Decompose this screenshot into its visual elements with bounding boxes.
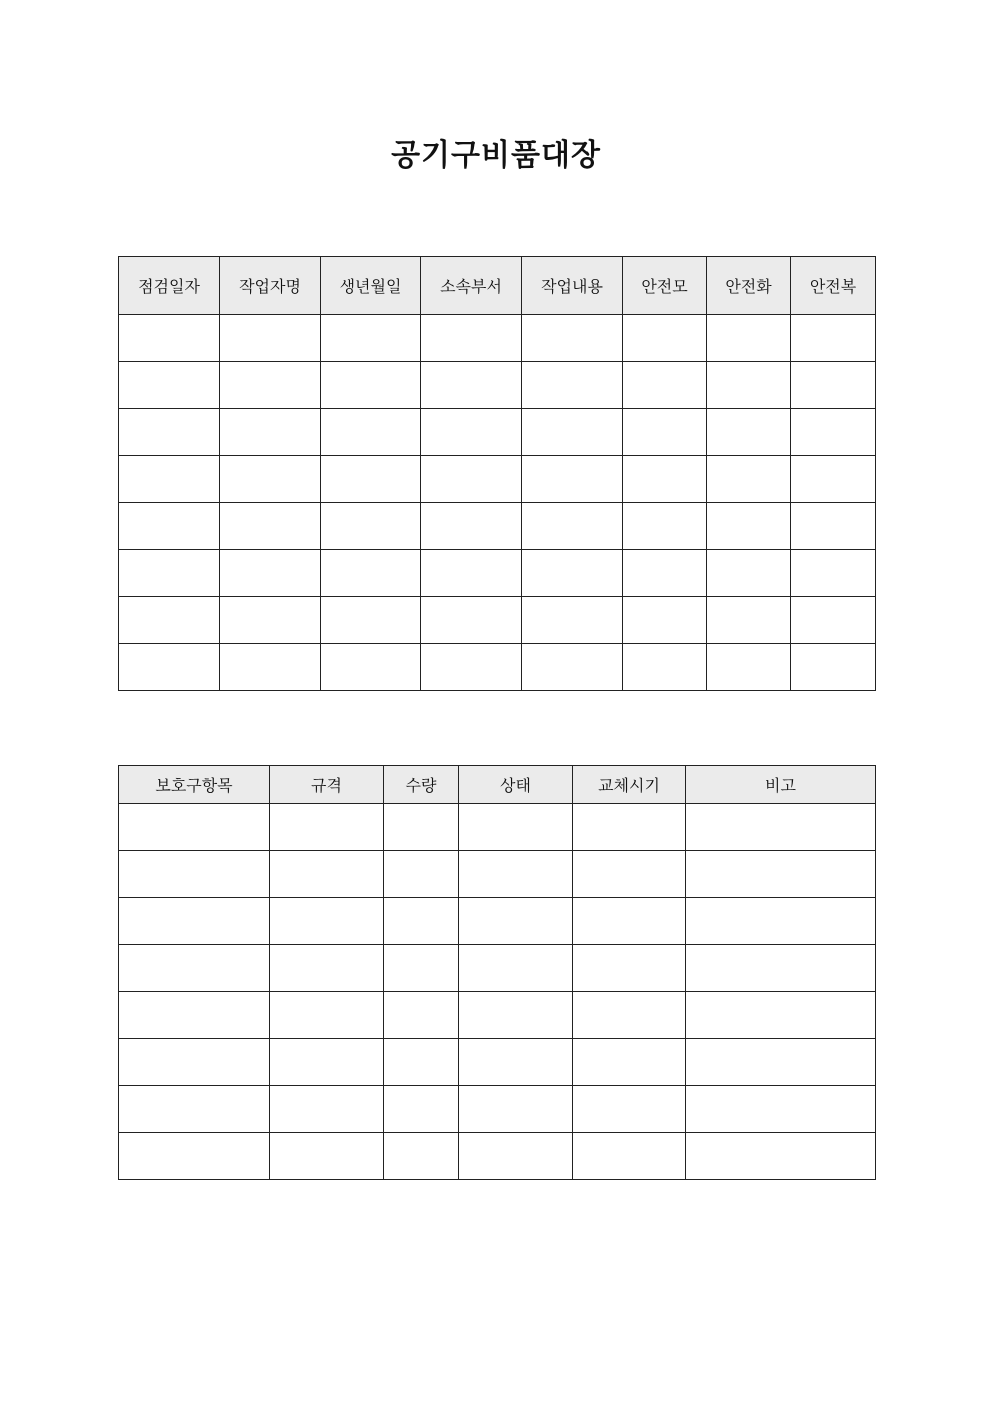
table-cell[interactable] <box>522 550 623 597</box>
table-cell[interactable] <box>384 992 459 1039</box>
header-birth-date: 생년월일 <box>321 257 421 315</box>
table-cell[interactable] <box>421 503 522 550</box>
table-cell[interactable] <box>220 362 321 409</box>
table-cell[interactable] <box>384 898 459 945</box>
table-cell[interactable] <box>459 898 573 945</box>
table-cell[interactable] <box>573 1086 686 1133</box>
table-cell[interactable] <box>791 456 876 503</box>
table-cell[interactable] <box>321 503 421 550</box>
table-row <box>119 409 876 456</box>
table-cell[interactable] <box>270 804 384 851</box>
table-header-row <box>119 257 876 315</box>
table-cell[interactable] <box>119 1039 270 1086</box>
table-cell[interactable] <box>686 1039 876 1086</box>
table-cell[interactable] <box>119 315 220 362</box>
table-cell[interactable] <box>522 409 623 456</box>
protective-equipment-table-body <box>119 804 876 1180</box>
table-cell[interactable] <box>791 550 876 597</box>
table-cell[interactable] <box>119 851 270 898</box>
table-cell[interactable] <box>220 644 321 691</box>
table-cell[interactable] <box>321 315 421 362</box>
table-cell[interactable] <box>623 550 707 597</box>
table-cell[interactable] <box>522 315 623 362</box>
table-row <box>119 898 876 945</box>
table-cell[interactable] <box>623 597 707 644</box>
table-cell[interactable] <box>522 644 623 691</box>
table-cell[interactable] <box>522 456 623 503</box>
table-cell[interactable] <box>119 409 220 456</box>
table-cell[interactable] <box>623 315 707 362</box>
table-cell[interactable] <box>686 992 876 1039</box>
table-row <box>119 597 876 644</box>
table-row <box>119 804 876 851</box>
table-cell[interactable] <box>623 503 707 550</box>
table-cell[interactable] <box>119 945 270 992</box>
table-cell[interactable] <box>119 1086 270 1133</box>
table-cell[interactable] <box>791 644 876 691</box>
table-cell[interactable] <box>321 456 421 503</box>
table-cell[interactable] <box>707 644 791 691</box>
table-cell[interactable] <box>573 898 686 945</box>
table-cell[interactable] <box>573 804 686 851</box>
table-cell[interactable] <box>119 456 220 503</box>
table-cell[interactable] <box>573 1039 686 1086</box>
table-cell[interactable] <box>119 1133 270 1180</box>
header-specification: 규격 <box>270 766 384 804</box>
inspection-table-body <box>119 315 876 691</box>
table-cell[interactable] <box>707 315 791 362</box>
table-cell[interactable] <box>270 992 384 1039</box>
table-cell[interactable] <box>119 362 220 409</box>
protective-equipment-table <box>118 765 876 1180</box>
table-cell[interactable] <box>321 409 421 456</box>
table-cell[interactable] <box>573 1133 686 1180</box>
table-cell[interactable] <box>459 992 573 1039</box>
table-cell[interactable] <box>623 409 707 456</box>
table-cell[interactable] <box>119 992 270 1039</box>
table-cell[interactable] <box>384 945 459 992</box>
table-row <box>119 456 876 503</box>
table-cell[interactable] <box>321 597 421 644</box>
table-cell[interactable] <box>220 503 321 550</box>
table-cell[interactable] <box>421 644 522 691</box>
table-cell[interactable] <box>459 1086 573 1133</box>
header-condition: 상태 <box>459 766 573 804</box>
table-cell[interactable] <box>459 1133 573 1180</box>
header-work-content: 작업내용 <box>522 257 623 315</box>
table-cell[interactable] <box>707 550 791 597</box>
table-cell[interactable] <box>686 1133 876 1180</box>
table-cell[interactable] <box>270 1086 384 1133</box>
table-cell[interactable] <box>791 362 876 409</box>
table-cell[interactable] <box>270 851 384 898</box>
table-cell[interactable] <box>119 597 220 644</box>
table-row <box>119 315 876 362</box>
document-title: 공기구비품대장 <box>391 138 601 173</box>
table-cell[interactable] <box>522 597 623 644</box>
header-equipment-item: 보호구항목 <box>119 766 270 804</box>
table-cell[interactable] <box>220 409 321 456</box>
table-cell[interactable] <box>384 804 459 851</box>
table-cell[interactable] <box>421 315 522 362</box>
table-row <box>119 644 876 691</box>
table-cell[interactable] <box>220 550 321 597</box>
table-cell[interactable] <box>623 362 707 409</box>
table-cell[interactable] <box>321 550 421 597</box>
table-cell[interactable] <box>270 1133 384 1180</box>
table-cell[interactable] <box>119 550 220 597</box>
table-cell[interactable] <box>686 898 876 945</box>
table-row <box>119 362 876 409</box>
table-cell[interactable] <box>791 315 876 362</box>
table-cell[interactable] <box>270 945 384 992</box>
table-row <box>119 992 876 1039</box>
table-cell[interactable] <box>686 851 876 898</box>
table-cell[interactable] <box>421 597 522 644</box>
table-cell[interactable] <box>119 804 270 851</box>
table-row <box>119 1039 876 1086</box>
header-replacement-time: 교체시기 <box>573 766 686 804</box>
table-row <box>119 550 876 597</box>
table-cell[interactable] <box>707 409 791 456</box>
header-safety-helmet: 안전모 <box>623 257 707 315</box>
table-cell[interactable] <box>220 315 321 362</box>
table-cell[interactable] <box>421 409 522 456</box>
table-row <box>119 503 876 550</box>
table-row <box>119 851 876 898</box>
table-cell[interactable] <box>791 597 876 644</box>
table-cell[interactable] <box>421 456 522 503</box>
table-cell[interactable] <box>119 503 220 550</box>
table-cell[interactable] <box>220 456 321 503</box>
table-cell[interactable] <box>321 362 421 409</box>
table-cell[interactable] <box>522 362 623 409</box>
table-cell[interactable] <box>384 851 459 898</box>
table-cell[interactable] <box>119 898 270 945</box>
table-row <box>119 1133 876 1180</box>
table-cell[interactable] <box>573 992 686 1039</box>
table-cell[interactable] <box>384 1086 459 1133</box>
table-cell[interactable] <box>623 456 707 503</box>
table-cell[interactable] <box>707 362 791 409</box>
header-inspection-date: 점검일자 <box>119 257 220 315</box>
table-cell[interactable] <box>791 409 876 456</box>
table-cell[interactable] <box>707 597 791 644</box>
table-row <box>119 945 876 992</box>
table-cell[interactable] <box>686 804 876 851</box>
header-department: 소속부서 <box>421 257 522 315</box>
table-cell[interactable] <box>421 362 522 409</box>
table-cell[interactable] <box>384 1133 459 1180</box>
table-cell[interactable] <box>421 550 522 597</box>
inspection-table <box>118 256 876 691</box>
table-cell[interactable] <box>270 898 384 945</box>
header-safety-clothes: 안전복 <box>791 257 876 315</box>
table-cell[interactable] <box>119 644 220 691</box>
table-cell[interactable] <box>459 945 573 992</box>
header-worker-name: 작업자명 <box>220 257 321 315</box>
table-cell[interactable] <box>522 503 623 550</box>
table-cell[interactable] <box>270 1039 384 1086</box>
table-cell[interactable] <box>707 456 791 503</box>
header-safety-shoes: 안전화 <box>707 257 791 315</box>
table-cell[interactable] <box>686 945 876 992</box>
header-quantity: 수량 <box>384 766 459 804</box>
table-row <box>119 1086 876 1133</box>
table-cell[interactable] <box>459 851 573 898</box>
table-cell[interactable] <box>384 1039 459 1086</box>
table-cell[interactable] <box>573 945 686 992</box>
table-cell[interactable] <box>573 851 686 898</box>
header-remarks: 비고 <box>686 766 876 804</box>
table-cell[interactable] <box>321 644 421 691</box>
table-cell[interactable] <box>707 503 791 550</box>
table-cell[interactable] <box>686 1086 876 1133</box>
table-cell[interactable] <box>220 597 321 644</box>
table-cell[interactable] <box>459 804 573 851</box>
table-cell[interactable] <box>791 503 876 550</box>
table-header-row <box>119 766 876 804</box>
table-cell[interactable] <box>623 644 707 691</box>
table-cell[interactable] <box>459 1039 573 1086</box>
